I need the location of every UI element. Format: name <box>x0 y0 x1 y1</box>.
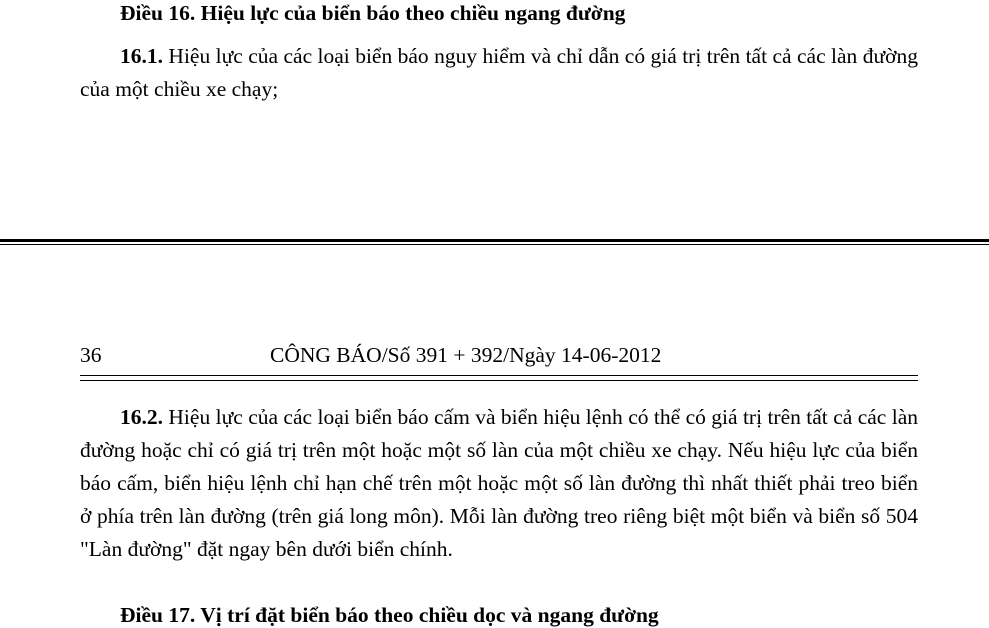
article-17-heading: Điều 17. Vị trí đặt biển báo theo chiều dọc và ngang đường <box>120 603 659 627</box>
paragraph-text: Hiệu lực của các loại biển báo cấm và biển hiệu lệnh có thể có giá trị trên tất cả các làn đường hoặc chỉ có giá trị trên một hoặc một số làn của một chiều xe chạy. Nếu hiệu lực của biển báo cấm, biển hiệu lệnh chỉ hạn chế trên một hoặc một số làn đường thì nhất thiết phải treo biển ở phía trên làn đường (trên giá long môn). Mỗi làn đường treo riêng biệt một biển và biển số 504 "Làn đường" đặt ngay bên dưới biển chính. <box>80 405 918 561</box>
page-break-rule-thin <box>0 244 989 245</box>
paragraph-number: 16.1. <box>120 44 163 68</box>
paragraph-text: Hiệu lực của các loại biển báo nguy hiểm và chỉ dẫn có giá trị trên tất cả các làn đường của một chiều xe chạy; <box>80 44 918 101</box>
paragraph-number: 16.2. <box>120 405 163 429</box>
page-break-rule-thick <box>0 239 989 242</box>
paragraph-16-2 <box>80 401 918 566</box>
header-rule-top <box>80 375 918 376</box>
paragraph-16-1 <box>80 40 918 106</box>
header-rule-bottom <box>80 380 918 381</box>
page-number: 36 <box>80 343 102 367</box>
gazette-title: CÔNG BÁO/Số 391 + 392/Ngày 14-06-2012 <box>270 343 662 367</box>
article-16-heading: Điều 16. Hiệu lực của biển báo theo chiều ngang đường <box>120 1 626 25</box>
